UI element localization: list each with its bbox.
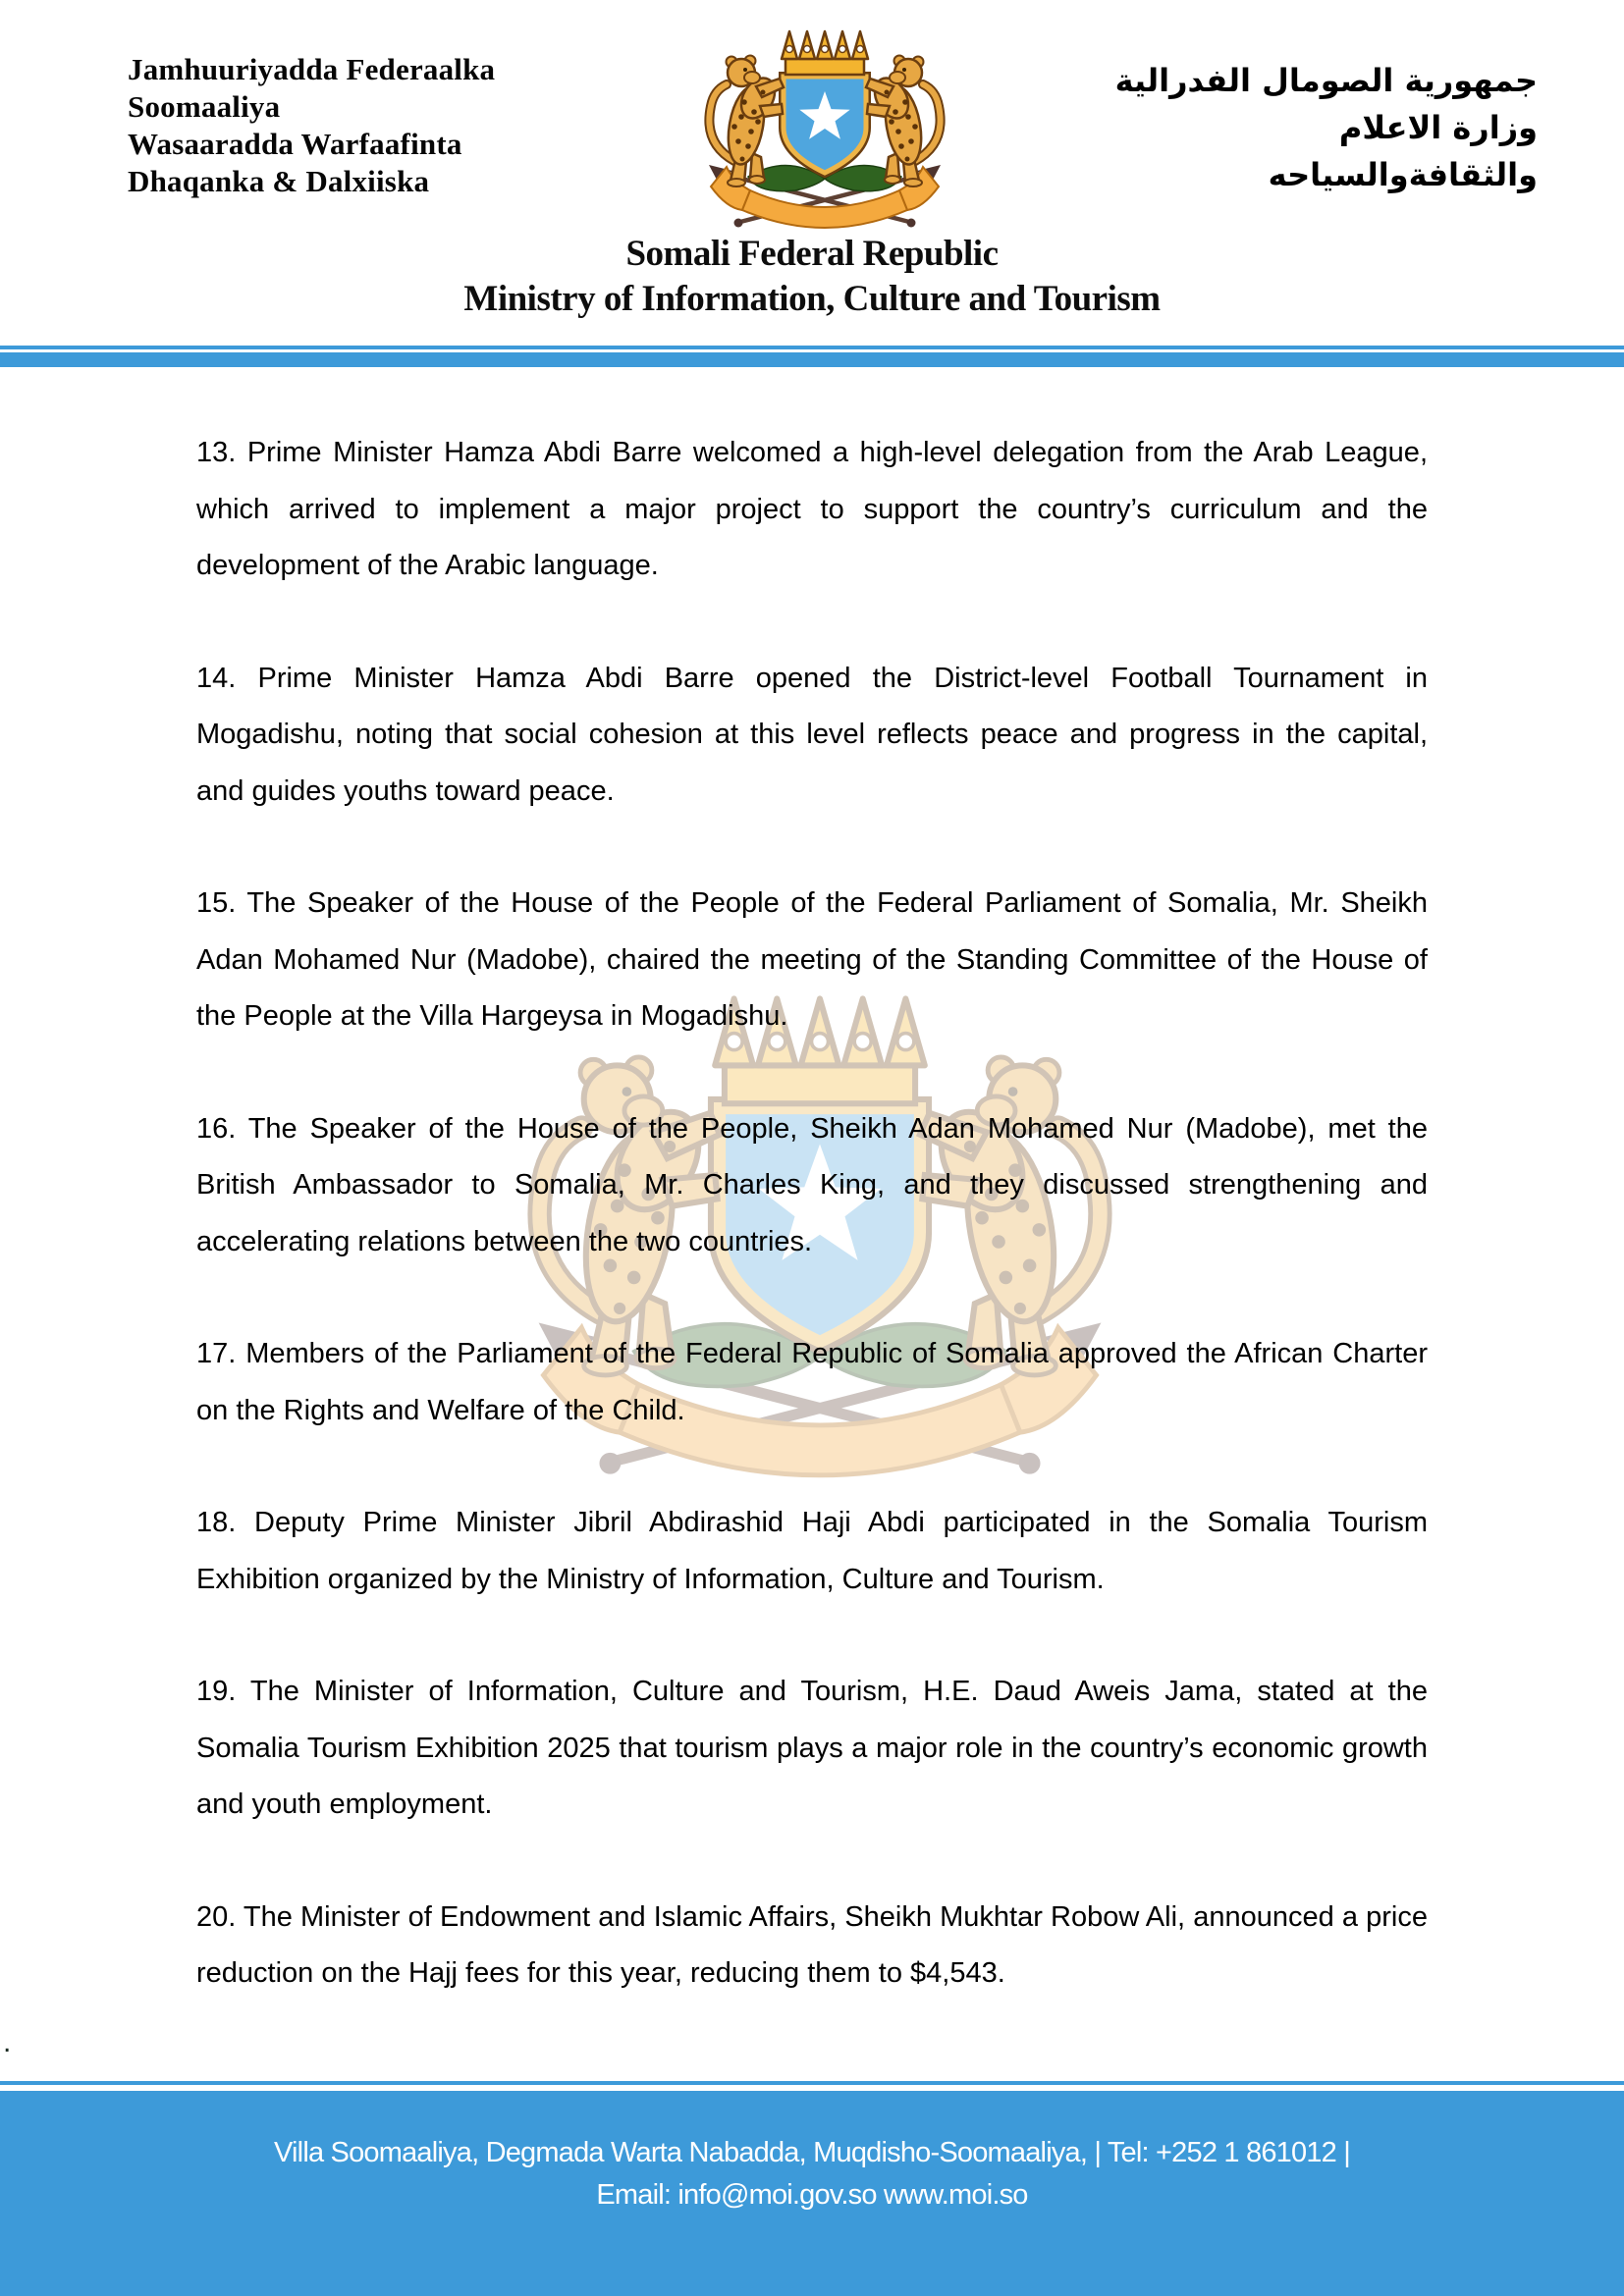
letterhead-somali-title (128, 51, 495, 200)
header-separator-thick (0, 352, 1624, 367)
footer (0, 2091, 1624, 2296)
news-item-17: 17. Members of the Parliament of the Federal Republic of Somalia approved the African Charter on the Rights and Welfare of the Child. (196, 1338, 1428, 1426)
somali-title-line: Dhaqanka & Dalxiiska (128, 164, 430, 198)
arabic-title-line: والثقافةوالسياحه (1268, 156, 1538, 193)
somali-title-line: Jamhuuriyadda Federaalka (128, 52, 496, 86)
footer-separator (0, 2081, 1624, 2085)
news-item-18: 18. Deputy Prime Minister Jibril Abdirashid Haji Abdi participated in the Somalia Tourism Exhibition organized by the Ministry of Information, Culture and Tourism. (196, 1507, 1428, 1595)
somali-title-line: Wasaaradda Warfaafinta (128, 127, 462, 161)
news-item-15: 15. The Speaker of the House of the People of the Federal Parliament of Somalia, Mr. Sheikh Adan Mohamed Nur (Madobe), chaired the meeting of the Standing Committee of the House of the People at the Villa Hargeysa in Mogadishu. (196, 887, 1428, 1032)
news-item-13: 13. Prime Minister Hamza Abdi Barre welcomed a high-level delegation from the Arab League, which arrived to implement a major project to support the country’s curriculum and the development of the Arabic language. (196, 437, 1428, 581)
arabic-title-line: وزارة الاعلام (1338, 109, 1538, 146)
header-separator-thin (0, 346, 1624, 349)
news-item-16: 16. The Speaker of the House of the People, Sheikh Adan Mohamed Nur (Madobe), met the British Ambassador to Somalia, Mr. Charles King, and they discussed strengthening and accelerating relations between the two countries. (196, 1112, 1428, 1257)
ministry-title-line2: Ministry of Information, Culture and Tourism (463, 279, 1161, 319)
stray-period-mark: . (3, 2026, 12, 2058)
letterhead-arabic-title (1115, 57, 1538, 198)
footer-address-line: Villa Soomaaliya, Degmada Warta Nabadda, Muqdisho-Soomaaliya, | Tel: +252 1 861012 | (274, 2137, 1350, 2168)
ministry-title-line1: Somali Federal Republic (625, 234, 999, 274)
footer-contact-line: Email: info@moi.gov.so www.moi.so (596, 2179, 1028, 2211)
coat-of-arms-icon (687, 24, 962, 240)
news-item-20: 20. The Minister of Endowment and Islamic Affairs, Sheikh Mukhtar Robow Ali, announced a price reduction on the Hajj fees for this year, reducing them to $4,543. (196, 1900, 1428, 1989)
news-item-19: 19. The Minister of Information, Culture and Tourism, H.E. Daud Aweis Jama, stated at the Somalia Tourism Exhibition 2025 that tourism plays a major role in the country’s economic growth and youth employment. (196, 1676, 1428, 1820)
bulletin-body (196, 425, 1428, 2058)
ministry-title (0, 232, 1624, 322)
somali-title-line: Soomaaliya (128, 89, 281, 124)
arabic-title-line: جمهورية الصومال الفدرالية (1114, 62, 1538, 99)
news-item-14: 14. Prime Minister Hamza Abdi Barre opened the District-level Football Tournament in Mogadishu, noting that social cohesion at this level reflects peace and progress in the capital, and guides youths toward peace. (196, 662, 1428, 807)
